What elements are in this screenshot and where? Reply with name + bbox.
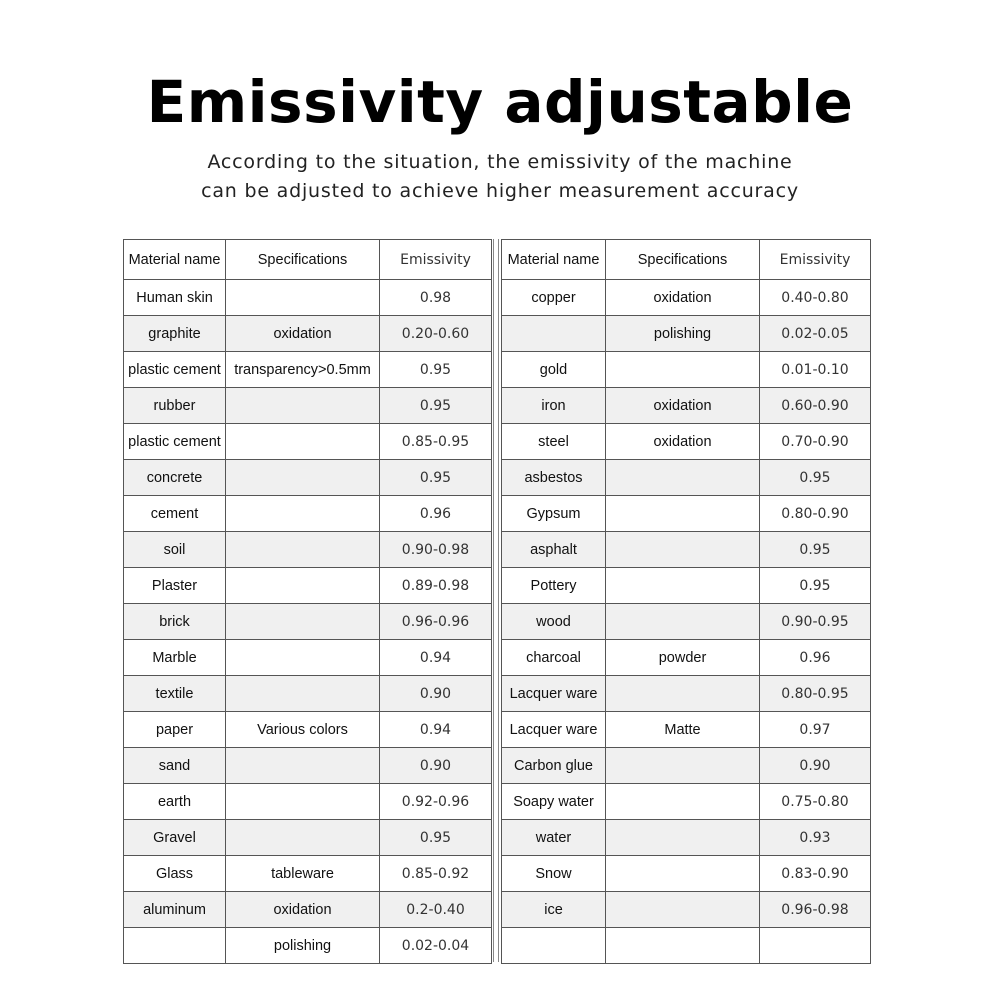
material-name-cell: Pottery	[502, 568, 606, 604]
specification-cell	[606, 352, 760, 388]
specification-cell: oxidation	[606, 388, 760, 424]
subtitle-line-1: According to the situation, the emissivity of the machine	[207, 151, 793, 173]
left-emissivity-table	[123, 239, 492, 964]
material-name-cell: brick	[124, 604, 226, 640]
emissivity-cell: 0.95	[380, 820, 492, 856]
table-row	[502, 460, 871, 496]
specification-cell	[226, 280, 380, 316]
material-name-cell: paper	[124, 712, 226, 748]
material-name-cell: copper	[502, 280, 606, 316]
specification-cell	[606, 856, 760, 892]
specification-cell	[606, 928, 760, 964]
table-row	[502, 352, 871, 388]
emissivity-cell: 0.90-0.95	[760, 604, 871, 640]
table-row	[124, 892, 492, 928]
table-row	[502, 784, 871, 820]
emissivity-cell: 0.96	[760, 640, 871, 676]
material-name-cell: concrete	[124, 460, 226, 496]
emissivity-cell: 0.96-0.98	[760, 892, 871, 928]
material-name-cell: plastic cement	[124, 352, 226, 388]
emissivity-cell: 0.01-0.10	[760, 352, 871, 388]
table-row	[124, 820, 492, 856]
material-name-cell: cement	[124, 496, 226, 532]
table-row	[502, 820, 871, 856]
emissivity-cell: 0.90	[760, 748, 871, 784]
table-row	[124, 496, 492, 532]
emissivity-cell: 0.90	[380, 676, 492, 712]
specification-cell	[606, 568, 760, 604]
material-name-cell: earth	[124, 784, 226, 820]
material-name-cell: Gravel	[124, 820, 226, 856]
material-name-cell: plastic cement	[124, 424, 226, 460]
table-row	[502, 748, 871, 784]
table-row	[124, 928, 492, 964]
specification-cell	[226, 604, 380, 640]
table-row	[124, 280, 492, 316]
subtitle-line-2: can be adjusted to achieve higher measurement accuracy	[201, 180, 799, 202]
emissivity-cell: 0.85-0.92	[380, 856, 492, 892]
table-row	[124, 784, 492, 820]
emissivity-cell: 0.20-0.60	[380, 316, 492, 352]
material-name-cell: ice	[502, 892, 606, 928]
header-emissivity: Emissivity	[760, 240, 871, 280]
specification-cell: polishing	[606, 316, 760, 352]
table-row	[502, 568, 871, 604]
table-row	[502, 424, 871, 460]
specification-cell	[226, 784, 380, 820]
emissivity-cell: 0.40-0.80	[760, 280, 871, 316]
table-row	[124, 460, 492, 496]
page-title: Emissivity adjustable	[146, 68, 854, 136]
specification-cell	[606, 460, 760, 496]
table-row	[502, 280, 871, 316]
material-name-cell: asbestos	[502, 460, 606, 496]
material-name-cell: asphalt	[502, 532, 606, 568]
emissivity-cell: 0.98	[380, 280, 492, 316]
material-name-cell: Lacquer ware	[502, 712, 606, 748]
material-name-cell: Carbon glue	[502, 748, 606, 784]
material-name-cell: Human skin	[124, 280, 226, 316]
emissivity-cell: 0.92-0.96	[380, 784, 492, 820]
table-row	[124, 604, 492, 640]
table-row	[124, 856, 492, 892]
emissivity-cell: 0.80-0.95	[760, 676, 871, 712]
specification-cell: polishing	[226, 928, 380, 964]
material-name-cell: Glass	[124, 856, 226, 892]
header-specifications: Specifications	[606, 240, 760, 280]
material-name-cell: charcoal	[502, 640, 606, 676]
right-emissivity-table	[501, 239, 871, 964]
header-specifications: Specifications	[226, 240, 380, 280]
material-name-cell	[502, 928, 606, 964]
specification-cell: oxidation	[606, 424, 760, 460]
table-row	[502, 676, 871, 712]
table-row	[502, 316, 871, 352]
emissivity-cell: 0.75-0.80	[760, 784, 871, 820]
emissivity-cell: 0.95	[380, 352, 492, 388]
material-name-cell: Plaster	[124, 568, 226, 604]
specification-cell: tableware	[226, 856, 380, 892]
specification-cell	[606, 784, 760, 820]
material-name-cell	[502, 316, 606, 352]
emissivity-cell: 0.94	[380, 712, 492, 748]
specification-cell: Various colors	[226, 712, 380, 748]
table-row	[502, 388, 871, 424]
specification-cell	[226, 748, 380, 784]
emissivity-cell: 0.80-0.90	[760, 496, 871, 532]
table-header-row	[124, 240, 492, 280]
material-name-cell: aluminum	[124, 892, 226, 928]
table-row	[124, 352, 492, 388]
emissivity-cell: 0.70-0.90	[760, 424, 871, 460]
table-row	[124, 424, 492, 460]
table-row	[124, 712, 492, 748]
emissivity-cell: 0.90-0.98	[380, 532, 492, 568]
specification-cell	[226, 640, 380, 676]
specification-cell	[226, 532, 380, 568]
emissivity-cell: 0.95	[760, 460, 871, 496]
specification-cell	[606, 748, 760, 784]
emissivity-cell: 0.89-0.98	[380, 568, 492, 604]
table-row	[124, 388, 492, 424]
table-row	[502, 604, 871, 640]
material-name-cell: textile	[124, 676, 226, 712]
material-name-cell: steel	[502, 424, 606, 460]
specification-cell	[606, 820, 760, 856]
table-row	[124, 676, 492, 712]
table-row	[124, 640, 492, 676]
header-material-name: Material name	[124, 240, 226, 280]
material-name-cell	[124, 928, 226, 964]
material-name-cell: graphite	[124, 316, 226, 352]
specification-cell	[606, 892, 760, 928]
table-row	[124, 316, 492, 352]
material-name-cell: Marble	[124, 640, 226, 676]
specification-cell	[226, 820, 380, 856]
emissivity-cell: 0.2-0.40	[380, 892, 492, 928]
material-name-cell: wood	[502, 604, 606, 640]
emissivity-cell: 0.96	[380, 496, 492, 532]
emissivity-cell: 0.97	[760, 712, 871, 748]
table-row	[124, 748, 492, 784]
specification-cell: Matte	[606, 712, 760, 748]
specification-cell	[606, 496, 760, 532]
emissivity-cell: 0.83-0.90	[760, 856, 871, 892]
specification-cell	[226, 496, 380, 532]
page-subtitle	[0, 148, 1000, 206]
specification-cell	[606, 532, 760, 568]
table-row	[502, 928, 871, 964]
specification-cell	[226, 568, 380, 604]
emissivity-cell	[760, 928, 871, 964]
specification-cell	[226, 424, 380, 460]
table-row	[502, 496, 871, 532]
emissivity-cell: 0.85-0.95	[380, 424, 492, 460]
material-name-cell: water	[502, 820, 606, 856]
material-name-cell: Lacquer ware	[502, 676, 606, 712]
specification-cell: oxidation	[226, 316, 380, 352]
table-row	[502, 532, 871, 568]
table-row	[502, 640, 871, 676]
emissivity-cell: 0.94	[380, 640, 492, 676]
specification-cell	[226, 460, 380, 496]
emissivity-cell: 0.95	[760, 532, 871, 568]
material-name-cell: Gypsum	[502, 496, 606, 532]
emissivity-cell: 0.90	[380, 748, 492, 784]
header-emissivity: Emissivity	[380, 240, 492, 280]
material-name-cell: soil	[124, 532, 226, 568]
table-row	[502, 856, 871, 892]
emissivity-cell: 0.02-0.04	[380, 928, 492, 964]
material-name-cell: gold	[502, 352, 606, 388]
table-row	[124, 532, 492, 568]
table-row	[502, 712, 871, 748]
emissivity-cell: 0.95	[380, 388, 492, 424]
table-header-row	[502, 240, 871, 280]
specification-cell	[226, 676, 380, 712]
emissivity-cell: 0.95	[760, 568, 871, 604]
table-row	[502, 892, 871, 928]
specification-cell	[606, 676, 760, 712]
header-material-name: Material name	[502, 240, 606, 280]
specification-cell: transparency>0.5mm	[226, 352, 380, 388]
specification-cell: powder	[606, 640, 760, 676]
specification-cell	[606, 604, 760, 640]
specification-cell: oxidation	[226, 892, 380, 928]
material-name-cell: iron	[502, 388, 606, 424]
emissivity-cell: 0.93	[760, 820, 871, 856]
material-name-cell: Snow	[502, 856, 606, 892]
specification-cell: oxidation	[606, 280, 760, 316]
table-row	[124, 568, 492, 604]
material-name-cell: sand	[124, 748, 226, 784]
emissivity-cell: 0.96-0.96	[380, 604, 492, 640]
emissivity-cell: 0.02-0.05	[760, 316, 871, 352]
table-divider	[493, 239, 499, 962]
emissivity-cell: 0.95	[380, 460, 492, 496]
material-name-cell: rubber	[124, 388, 226, 424]
emissivity-cell: 0.60-0.90	[760, 388, 871, 424]
specification-cell	[226, 388, 380, 424]
material-name-cell: Soapy water	[502, 784, 606, 820]
